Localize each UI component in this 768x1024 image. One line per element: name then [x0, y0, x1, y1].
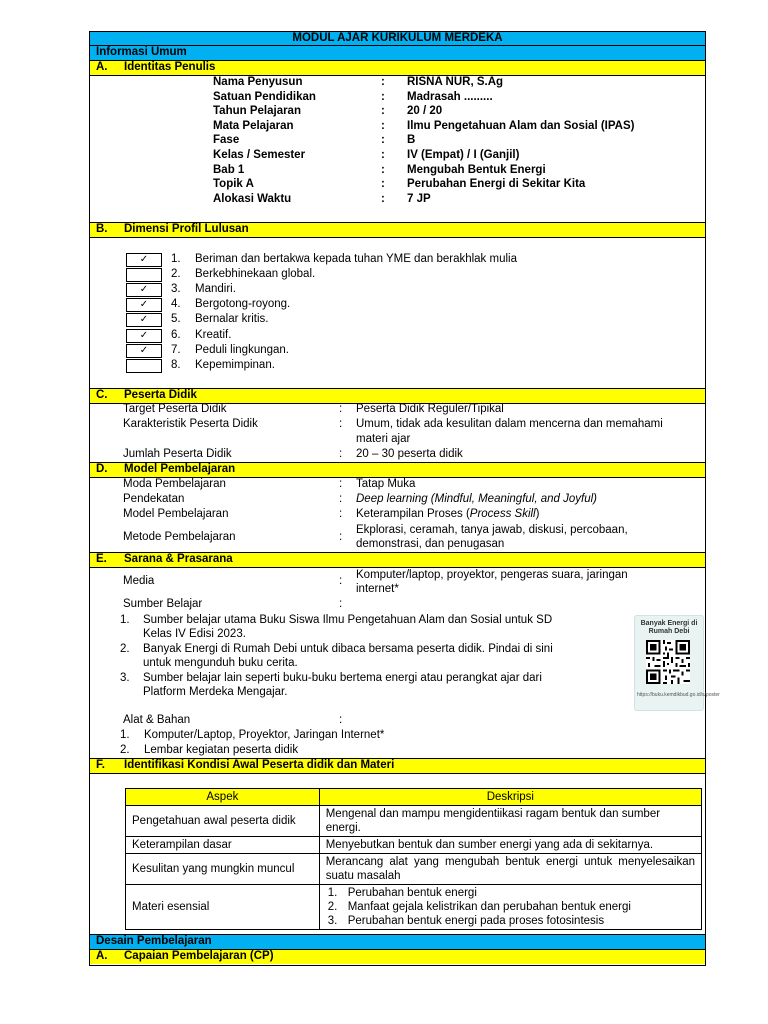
check-mark-icon: ✓	[139, 344, 149, 356]
section-e-header: E. Sarana & Prasarana	[90, 553, 705, 567]
profil-checkbox[interactable]	[126, 359, 162, 373]
target-label: Target Peserta Didik	[123, 403, 227, 415]
colon: :	[339, 448, 343, 460]
metode-value-cont: demonstrasi, dan penugasan	[356, 538, 505, 550]
metode-label: Metode Pembelajaran	[123, 531, 236, 543]
sumber-item-cont: Platform Merdeka Mengajar.	[143, 686, 288, 698]
informasi-umum-header: Informasi Umum	[90, 46, 705, 60]
identitas-label: Mata Pelajaran	[213, 119, 294, 132]
profil-number: 6.	[171, 328, 181, 341]
table-cell-deskripsi: Merancang alat yang mengubah bentuk energi untuk menyelesaikan suatu masalah	[319, 854, 701, 885]
materi-item: 2. Manfaat gejala kelistrikan dan perubahan bentuk energi	[327, 901, 631, 913]
profil-number: 5.	[171, 313, 181, 326]
section-c-header: C. Peserta Didik	[90, 389, 705, 403]
alat-number: 1.	[120, 729, 130, 741]
alat-item: Lembar kegiatan peserta didik	[144, 743, 299, 756]
profil-item: Beriman dan bertakwa kepada tuhan YME dan berakhlak mulia	[195, 253, 517, 265]
section-cp-header: A. Capaian Pembelajaran (CP)	[90, 950, 705, 964]
module-title: MODUL AJAR KURIKULUM MERDEKA	[90, 32, 705, 46]
identitas-value: IV (Empat) / I (Ganjil)	[407, 149, 520, 161]
colon: :	[339, 478, 343, 490]
karakteristik-value-cont: materi ajar	[356, 433, 411, 445]
identitas-value: Madrasah .........	[407, 90, 493, 103]
profil-number: 8.	[171, 358, 181, 371]
model-value: Keterampilan Proses (Process Skill)	[356, 508, 540, 520]
section-b-header: B. Dimensi Profil Lulusan	[90, 223, 705, 237]
materi-item: 1. Perubahan bentuk energi	[327, 887, 477, 899]
table-row	[126, 885, 702, 930]
table-row	[126, 854, 702, 885]
identitas-label: Kelas / Semester	[213, 149, 306, 161]
check-mark-icon: ✓	[139, 329, 149, 341]
materi-list-cell	[319, 885, 701, 930]
table-header-row	[126, 789, 702, 806]
metode-value: Ekplorasi, ceramah, tanya jawab, diskusi, percobaan,	[356, 524, 628, 536]
table-header-deskripsi: Deskripsi	[319, 789, 701, 806]
identitas-value: 20 / 20	[407, 105, 443, 118]
kondisi-awal-table	[125, 788, 702, 930]
colon: :	[339, 493, 343, 505]
colon: :	[381, 178, 385, 191]
profil-number: 2.	[171, 268, 181, 281]
colon: :	[381, 134, 385, 147]
sumber-number: 2.	[120, 643, 130, 655]
colon: :	[381, 90, 385, 103]
sumber-item: Sumber belajar utama Buku Siswa Ilmu Pengetahuan Alam dan Sosial untuk SD	[143, 614, 553, 626]
profil-item: Kreatif.	[195, 328, 232, 341]
colon: :	[339, 508, 343, 520]
model-label: Model Pembelajaran	[123, 508, 229, 520]
identitas-value: Mengubah Bentuk Energi	[407, 163, 546, 176]
identitas-label: Tahun Pelajaran	[213, 105, 301, 118]
profil-checkbox[interactable]	[126, 329, 162, 343]
media-value-cont: internet*	[356, 583, 399, 595]
moda-label: Moda Pembelajaran	[123, 478, 226, 490]
profil-checkbox[interactable]	[126, 283, 162, 297]
identitas-label: Nama Penyusun	[213, 76, 303, 88]
table-cell-aspek: Kesulitan yang mungkin muncul	[126, 854, 320, 885]
section-a-header: A. Identitas Penulis	[90, 61, 705, 75]
alat-number: 2.	[120, 743, 130, 756]
colon: :	[339, 531, 343, 543]
colon: :	[339, 575, 343, 587]
target-value: Peserta Didik Reguler/Tipikal	[356, 403, 504, 415]
identitas-value: B	[407, 134, 416, 147]
table-cell-aspek: Keterampilan dasar	[126, 837, 320, 854]
colon: :	[381, 105, 385, 118]
jumlah-value: 20 – 30 peserta didik	[356, 448, 463, 460]
profil-checkbox[interactable]	[126, 313, 162, 327]
sumber-item-cont: Kelas IV Edisi 2023.	[143, 628, 246, 640]
profil-number: 1.	[171, 253, 181, 265]
check-mark-icon: ✓	[139, 314, 149, 326]
colon: :	[339, 403, 343, 415]
table-header-aspek: Aspek	[126, 789, 320, 806]
colon: :	[381, 76, 385, 88]
qr-card[interactable]	[634, 615, 720, 711]
media-label: Media	[123, 575, 155, 587]
table-cell-deskripsi: Mengenal dan mampu mengidentiikasi ragam bentuk dan sumber energi.	[319, 806, 701, 837]
identitas-label: Topik A	[213, 178, 254, 191]
identitas-value: Perubahan Energi di Sekitar Kita	[407, 178, 586, 191]
colon: :	[381, 119, 385, 132]
document-page	[89, 31, 720, 966]
materi-item: 3. Perubahan bentuk energi pada proses fotosintesis	[327, 915, 605, 927]
profil-item: Peduli lingkungan.	[195, 343, 289, 356]
identitas-label: Satuan Pendidikan	[213, 90, 316, 103]
profil-checkbox[interactable]	[126, 298, 162, 312]
desain-header: Desain Pembelajaran	[90, 935, 705, 949]
identitas-value: RISNA NUR, S.Ag	[407, 76, 504, 88]
profil-checkbox[interactable]	[126, 344, 162, 358]
profil-number: 4.	[171, 298, 181, 311]
profil-item: Mandiri.	[195, 283, 236, 296]
sumber-item: Sumber belajar lain seperti buku-buku bertema energi atau perangkat ajar dari	[143, 672, 542, 684]
qr-code-icon	[646, 640, 690, 684]
qr-url: https://buku.kemdikbud.go.id/s/poster	[637, 692, 720, 698]
table-cell-deskripsi: Menyebutkan bentuk dan sumber energi yang ada di sekitarnya.	[319, 837, 701, 854]
section-f-header: F. Identifikasi Kondisi Awal Peserta didik dan Materi	[90, 759, 705, 773]
colon: :	[381, 192, 385, 205]
pendekatan-value: Deep learning (Mindful, Meaningful, and Joyful)	[356, 493, 597, 505]
profil-checkbox[interactable]	[126, 253, 162, 267]
identitas-label: Fase	[213, 134, 240, 147]
check-mark-icon: ✓	[139, 299, 149, 311]
colon: :	[381, 163, 385, 176]
karakteristik-value: Umum, tidak ada kesulitan dalam mencerna dan memahami	[356, 418, 663, 430]
sumber-item-cont: untuk mengunduh buku cerita.	[143, 657, 298, 669]
sumber-number: 1.	[120, 614, 130, 626]
colon: :	[339, 714, 343, 726]
profil-item: Bergotong-royong.	[195, 298, 291, 311]
sumber-label: Sumber Belajar	[123, 598, 203, 610]
colon: :	[381, 149, 385, 161]
profil-item: Bernalar kritis.	[195, 313, 269, 326]
sumber-item: Banyak Energi di Rumah Debi untuk dibaca bersama peserta didik. Pindai di sini	[143, 643, 553, 655]
profil-item: Kepemimpinan.	[195, 358, 275, 371]
profil-checkbox[interactable]	[126, 268, 162, 282]
table-cell-aspek: Materi esensial	[126, 885, 320, 930]
profil-number: 7.	[171, 343, 181, 356]
table-cell-aspek: Pengetahuan awal peserta didik	[126, 806, 320, 837]
qr-title: Banyak Energi di Rumah Debi	[640, 620, 698, 635]
karakteristik-label: Karakteristik Peserta Didik	[123, 418, 258, 430]
section-d-header: D. Model Pembelajaran	[90, 463, 705, 477]
alat-item: Komputer/Laptop, Proyektor, Jaringan Internet*	[144, 729, 385, 741]
sumber-number: 3.	[120, 672, 130, 684]
alat-label: Alat & Bahan	[123, 714, 191, 726]
identitas-label: Bab 1	[213, 163, 245, 176]
profil-number: 3.	[171, 283, 181, 296]
colon: :	[339, 598, 343, 610]
profil-item: Berkebhinekaan global.	[195, 268, 316, 281]
identitas-value: Ilmu Pengetahuan Alam dan Sosial (IPAS)	[407, 119, 635, 132]
colon: :	[339, 418, 343, 430]
identitas-value: 7 JP	[407, 192, 431, 205]
check-mark-icon: ✓	[139, 254, 149, 265]
table-row	[126, 806, 702, 837]
moda-value: Tatap Muka	[356, 478, 416, 490]
check-mark-icon: ✓	[139, 284, 149, 296]
table-row	[126, 837, 702, 854]
identitas-label: Alokasi Waktu	[213, 192, 292, 205]
pendekatan-label: Pendekatan	[123, 493, 185, 505]
jumlah-label: Jumlah Peserta Didik	[123, 448, 232, 460]
media-value: Komputer/laptop, proyektor, pengeras suara, jaringan	[356, 569, 628, 581]
